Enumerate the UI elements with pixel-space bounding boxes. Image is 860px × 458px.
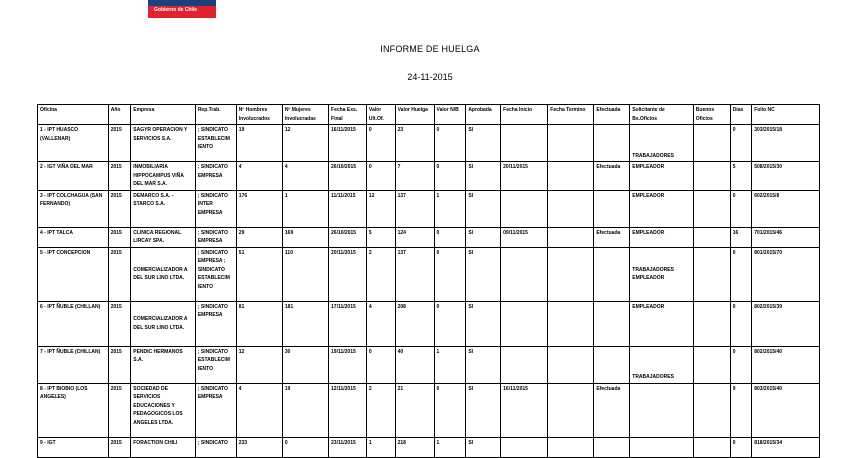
cell-empresa: COMERCIALIZADOR A DEL SUR LINO LTDA.: [131, 301, 196, 346]
cell-fecha-exs: 12/11/2015: [329, 383, 367, 437]
cell-dias: 5: [730, 162, 752, 191]
column-header-dias: Días: [730, 105, 752, 125]
cell-fecha-termino: [548, 125, 594, 162]
cell-folio: 803/2015/40: [752, 383, 820, 437]
column-header-solicitante: Solicitante de Bs.Oficios: [630, 105, 694, 125]
cell-efectuada: [594, 125, 630, 162]
cell-valor-nb: 0: [434, 301, 466, 346]
cell-hombres: 81: [236, 301, 282, 346]
cell-anio: 2015: [108, 125, 131, 162]
cell-dias: 16: [730, 227, 752, 247]
cell-rep-trab: ; SINDICATO EMPRESA: [195, 301, 236, 346]
cell-solicitante: EMPLEADOR: [630, 190, 694, 227]
cell-fecha-termino: [548, 383, 594, 437]
column-header-fecha-exs: Fecha Exs. Final: [329, 105, 367, 125]
cell-rep-trab: ; SINDICATO: [195, 437, 236, 457]
column-header-folio: Folio NC: [752, 105, 820, 125]
cell-empresa: CLINICA REGIONAL LIRCAY SPA.: [131, 227, 196, 247]
cell-fecha-inicio: [501, 247, 548, 301]
report-date: 24-11-2015: [407, 72, 453, 82]
cell-anio: 2015: [108, 162, 131, 191]
column-header-anio: Año: [108, 105, 131, 125]
cell-solicitante: [630, 437, 694, 457]
cell-valor-ult: 0: [366, 346, 395, 383]
cell-fecha-inicio: 20/11/2015: [501, 162, 548, 191]
cell-valor-nb: 0: [434, 383, 466, 437]
cell-dias: 0: [730, 125, 752, 162]
cell-fecha-termino: [548, 162, 594, 191]
cell-aprobada: SI: [466, 227, 501, 247]
cell-anio: 2015: [108, 190, 131, 227]
cell-folio: 303/2015/18: [752, 125, 820, 162]
cell-oficina: 1 - IPT HUASCO (VALLENAR): [38, 125, 109, 162]
column-header-aprobada: Aprobada: [466, 105, 501, 125]
cell-fecha-termino: [548, 301, 594, 346]
cell-valor-huelga: 124: [395, 227, 434, 247]
cell-valor-nb: 1: [434, 346, 466, 383]
cell-hombres: 12: [236, 346, 282, 383]
cell-folio: 802/2015/40: [752, 346, 820, 383]
cell-efectuada: [594, 301, 630, 346]
cell-valor-huelga: 208: [395, 301, 434, 346]
cell-valor-ult: 12: [366, 190, 395, 227]
cell-hombres: 233: [236, 437, 282, 457]
cell-folio: 602/2015/8: [752, 190, 820, 227]
table-row: [38, 247, 820, 301]
column-header-efectuada: Efectuada: [594, 105, 630, 125]
table-row: [38, 190, 820, 227]
cell-empresa: SOCIEDAD DE SERVICIOS EDUCACIONES Y PEDAGOGICOS LOS ANGELES LTDA.: [131, 383, 196, 437]
cell-oficina: 9 - IGT: [38, 437, 109, 457]
cell-buenos-oficios: [693, 125, 730, 162]
cell-oficina: 5 - IPT CONCEPCION: [38, 247, 109, 301]
cell-fecha-inicio: [501, 301, 548, 346]
government-logo: [148, 0, 216, 18]
column-header-mujeres: Nº Mujeres Involucradas: [282, 105, 328, 125]
report-title: INFORME DE HUELGA: [380, 44, 480, 54]
cell-solicitante: TRABAJADORES EMPLEADOR: [630, 247, 694, 301]
table-row: [38, 437, 820, 457]
column-header-oficina: Oficina: [38, 105, 109, 125]
cell-valor-huelga: 7: [395, 162, 434, 191]
column-header-fecha-inicio: Fecha Inicio: [501, 105, 548, 125]
cell-valor-ult: 4: [366, 301, 395, 346]
cell-fecha-inicio: 09/11/2015: [501, 227, 548, 247]
cell-fecha-inicio: [501, 437, 548, 457]
cell-buenos-oficios: [693, 383, 730, 437]
cell-buenos-oficios: [693, 301, 730, 346]
cell-aprobada: SI: [466, 301, 501, 346]
cell-efectuada: Efectuada: [594, 383, 630, 437]
cell-folio: 508/2015/30: [752, 162, 820, 191]
cell-efectuada: [594, 346, 630, 383]
cell-valor-huelga: 137: [395, 247, 434, 301]
cell-mujeres: 19: [282, 383, 328, 437]
cell-mujeres: 4: [282, 162, 328, 191]
cell-efectuada: [594, 247, 630, 301]
cell-fecha-inicio: 16/11/2015: [501, 383, 548, 437]
cell-valor-huelga: 137: [395, 190, 434, 227]
cell-valor-nb: 0: [434, 247, 466, 301]
cell-mujeres: 110: [282, 247, 328, 301]
cell-valor-ult: 2: [366, 247, 395, 301]
cell-valor-huelga: 21: [395, 383, 434, 437]
cell-fecha-termino: [548, 437, 594, 457]
cell-aprobada: SI: [466, 247, 501, 301]
cell-buenos-oficios: [693, 227, 730, 247]
cell-valor-nb: 0: [434, 227, 466, 247]
cell-dias: 0: [730, 247, 752, 301]
cell-rep-trab: ; SINDICATO EMPRESA ; SINDICATO ESTABLECIM IENTO: [195, 247, 236, 301]
cell-fecha-termino: [548, 190, 594, 227]
cell-fecha-exs: 23/11/2015: [329, 437, 367, 457]
cell-efectuada: [594, 190, 630, 227]
cell-hombres: 4: [236, 162, 282, 191]
table-row: [38, 346, 820, 383]
cell-folio: 801/2015/70: [752, 247, 820, 301]
cell-buenos-oficios: [693, 162, 730, 191]
cell-hombres: 19: [236, 125, 282, 162]
cell-empresa: DEMARCO S.A. - STARCO S.A.: [131, 190, 196, 227]
cell-dias: 0: [730, 190, 752, 227]
cell-oficina: 7 - IPT ÑUBLE (CHILLAN): [38, 346, 109, 383]
cell-fecha-exs: 26/10/2015: [329, 227, 367, 247]
cell-valor-nb: 1: [434, 190, 466, 227]
cell-hombres: 51: [236, 247, 282, 301]
strike-report-table: [37, 104, 820, 458]
cell-valor-ult: 5: [366, 227, 395, 247]
cell-fecha-inicio: [501, 346, 548, 383]
cell-oficina: 8 - IPT BIOBIO (LOS ANGELES): [38, 383, 109, 437]
cell-rep-trab: ; SINDICATO EMPRESA: [195, 383, 236, 437]
cell-rep-trab: ; SINDICATO ESTABLECIM IENTO: [195, 346, 236, 383]
column-header-buenos-oficios: Buenos Oficios: [693, 105, 730, 125]
cell-rep-trab: ; SINDICATO EMPRESA: [195, 162, 236, 191]
cell-aprobada: SI: [466, 383, 501, 437]
cell-fecha-exs: 17/11/2015: [329, 301, 367, 346]
cell-fecha-exs: 20/11/2015: [329, 247, 367, 301]
cell-anio: 2015: [108, 227, 131, 247]
cell-anio: 2015: [108, 301, 131, 346]
cell-valor-nb: 1: [434, 437, 466, 457]
column-header-empresa: Empresa: [131, 105, 196, 125]
cell-fecha-termino: [548, 346, 594, 383]
cell-solicitante: EMPLEADOR: [630, 227, 694, 247]
cell-empresa: COMERCIALIZADOR A DEL SUR LINO LTDA.: [131, 247, 196, 301]
cell-oficina: 2 - IGT VIÑA DEL MAR: [38, 162, 109, 191]
cell-oficina: 4 - IPT TALCA: [38, 227, 109, 247]
column-header-fecha-termino: Fecha Termino: [548, 105, 594, 125]
cell-fecha-exs: 19/11/2015: [329, 346, 367, 383]
cell-anio: 2015: [108, 346, 131, 383]
column-header-valor-nb: Valor N/B: [434, 105, 466, 125]
cell-efectuada: Efectuada: [594, 162, 630, 191]
cell-hombres: 4: [236, 383, 282, 437]
cell-mujeres: 181: [282, 301, 328, 346]
cell-empresa: SAGYR OPERACION Y SERVICIOS S.A.: [131, 125, 196, 162]
cell-hombres: 29: [236, 227, 282, 247]
cell-buenos-oficios: [693, 190, 730, 227]
cell-fecha-exs: 11/11/2015: [329, 190, 367, 227]
cell-valor-huelga: 40: [395, 346, 434, 383]
cell-oficina: 6 - IPT ÑUBLE (CHILLAN): [38, 301, 109, 346]
cell-aprobada: SI: [466, 190, 501, 227]
cell-valor-ult: 0: [366, 162, 395, 191]
column-header-valor-huelga: Valor Huelga: [395, 105, 434, 125]
cell-folio: 802/2015/39: [752, 301, 820, 346]
cell-rep-trab: ; SINDICATO INTER EMPRESA: [195, 190, 236, 227]
cell-aprobada: SI: [466, 437, 501, 457]
cell-solicitante: EMPLEADOR: [630, 162, 694, 191]
table-row: [38, 301, 820, 346]
table-header-row: [38, 105, 820, 125]
cell-mujeres: 0: [282, 437, 328, 457]
cell-valor-ult: 0: [366, 125, 395, 162]
column-header-hombres: Nº Hombres Involucrados: [236, 105, 282, 125]
cell-anio: 2015: [108, 437, 131, 457]
cell-oficina: 3 - IPT COLCHAGUA (SAN FERNANDO): [38, 190, 109, 227]
cell-folio: 701/2015/46: [752, 227, 820, 247]
cell-anio: 2015: [108, 383, 131, 437]
cell-dias: 0: [730, 301, 752, 346]
table-row: [38, 125, 820, 162]
cell-mujeres: 1: [282, 190, 328, 227]
cell-buenos-oficios: [693, 437, 730, 457]
logo-text: Gobierno de Chile: [154, 7, 198, 13]
cell-solicitante: TRABAJADORES: [630, 125, 694, 162]
cell-solicitante: TRABAJADORES: [630, 346, 694, 383]
cell-valor-huelga: 23: [395, 125, 434, 162]
cell-fecha-exs: 16/11/2015: [329, 125, 367, 162]
cell-rep-trab: ; SINDICATO ESTABLECIM IENTO: [195, 125, 236, 162]
cell-efectuada: Efectuada: [594, 227, 630, 247]
cell-fecha-termino: [548, 247, 594, 301]
cell-aprobada: SI: [466, 346, 501, 383]
cell-aprobada: SI: [466, 125, 501, 162]
cell-empresa: FORACTION CHILI: [131, 437, 196, 457]
cell-efectuada: [594, 437, 630, 457]
cell-mujeres: 169: [282, 227, 328, 247]
cell-empresa: INMOBILIARIA HIPPOCAMPUS VIÑA DEL MAR S.A.: [131, 162, 196, 191]
cell-valor-ult: 1: [366, 437, 395, 457]
cell-solicitante: EMPLEADOR: [630, 301, 694, 346]
table-row: [38, 227, 820, 247]
cell-dias: 0: [730, 346, 752, 383]
column-header-valor-ult: Valor Ult.Of.: [366, 105, 395, 125]
cell-valor-nb: 0: [434, 125, 466, 162]
table-row: [38, 383, 820, 437]
cell-fecha-inicio: [501, 125, 548, 162]
cell-dias: 0: [730, 437, 752, 457]
cell-dias: 9: [730, 383, 752, 437]
cell-fecha-inicio: [501, 190, 548, 227]
cell-buenos-oficios: [693, 346, 730, 383]
cell-valor-huelga: 218: [395, 437, 434, 457]
table-row: [38, 162, 820, 191]
cell-valor-ult: 2: [366, 383, 395, 437]
cell-hombres: 176: [236, 190, 282, 227]
cell-anio: 2015: [108, 247, 131, 301]
cell-solicitante: [630, 383, 694, 437]
column-header-rep-trab: Rep.Trab.: [195, 105, 236, 125]
cell-aprobada: SI: [466, 162, 501, 191]
cell-fecha-termino: [548, 227, 594, 247]
cell-mujeres: 12: [282, 125, 328, 162]
cell-empresa: PENDIC HERMANOS S.A.: [131, 346, 196, 383]
cell-mujeres: 30: [282, 346, 328, 383]
cell-valor-nb: 0: [434, 162, 466, 191]
cell-buenos-oficios: [693, 247, 730, 301]
cell-fecha-exs: 26/10/2015: [329, 162, 367, 191]
cell-folio: 818/2015/34: [752, 437, 820, 457]
cell-rep-trab: ; SINDICATO EMPRESA: [195, 227, 236, 247]
